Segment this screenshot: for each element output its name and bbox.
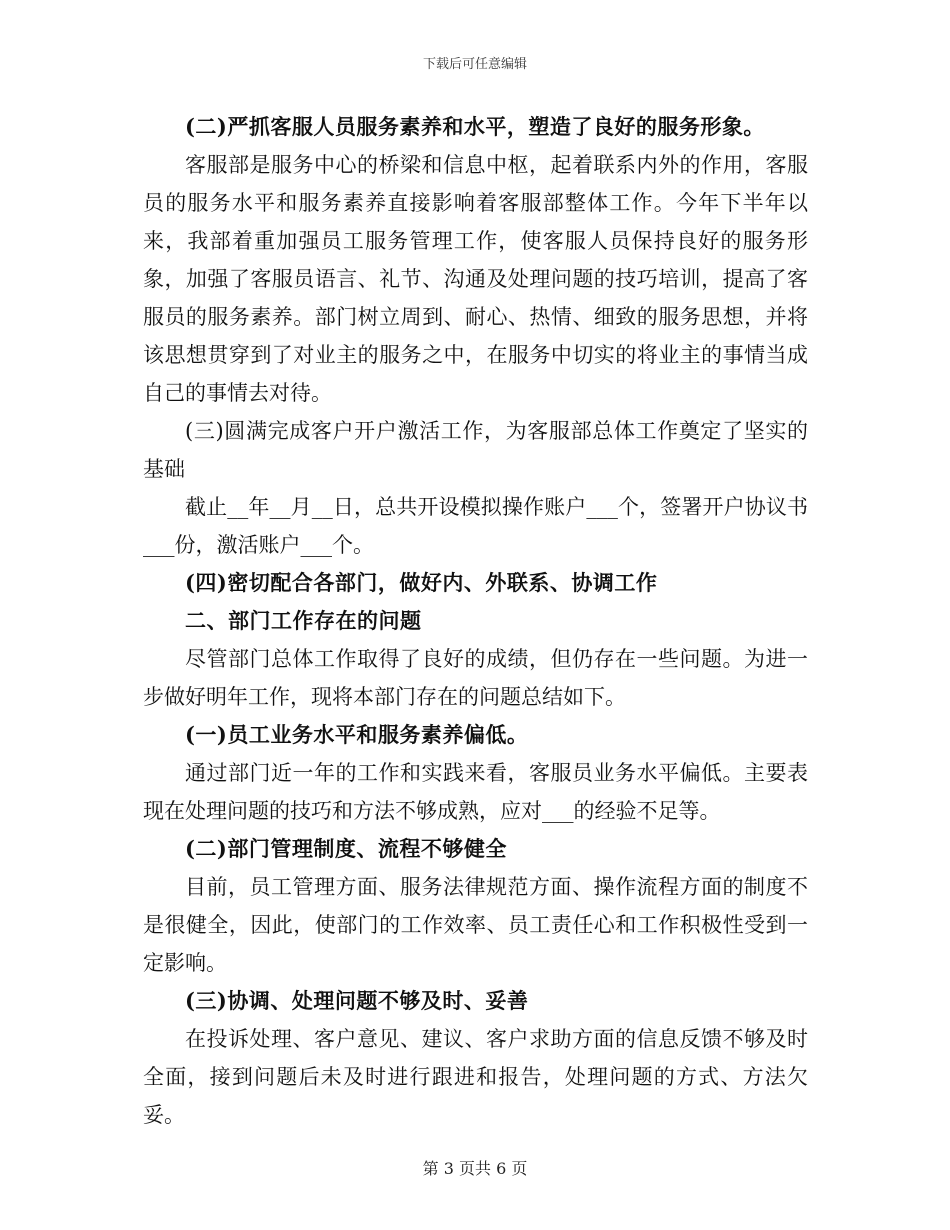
page-footer: 第 3 页共 6 页 [422, 1159, 528, 1178]
section-heading: (四)密切配合各部门，做好内、外联系、协调工作 [185, 570, 658, 595]
body-paragraph: 客服部是服务中心的桥梁和信息中枢，起着联系内外的作用，客服员的服务水平和服务素养直接影响着客服部整体工作。今年下半年以来，我部着重加强员工服务管理工作，使客服人员保持良好的服务形象，加强了客服员语言、礼节、沟通及处理问题的技巧培训，提高了客服员的服务素养。部门树立周到、耐心、热情、细致的服务思想，并将该思想贯穿到了对业主的服务之中，在服务中切实的将业主的事情当成自己的事情去对待。 [143, 153, 808, 405]
page-header: 下载后可任意编辑 [422, 57, 527, 72]
body-paragraph: (三)圆满完成客户开户激活工作，为客服部总体工作奠定了坚实的基础 [143, 419, 808, 481]
section-heading: (二)部门管理制度、流程不够健全 [185, 836, 507, 861]
body-paragraph: 尽管部门总体工作取得了良好的成绩，但仍存在一些问题。为进一步做好明年工作，现将本部门存在的问题总结如下。 [143, 647, 808, 709]
section-heading: 二、部门工作存在的问题 [185, 608, 422, 633]
body-paragraph: 通过部门近一年的工作和实践来看，客服员业务水平偏低。主要表现在处理问题的技巧和方法不够成熟，应对___的经验不足等。 [143, 761, 808, 823]
document-body [143, 108, 808, 1134]
section-heading: (三)协调、处理问题不够及时、妥善 [185, 988, 529, 1013]
body-paragraph: 目前，员工管理方面、服务法律规范方面、操作流程方面的制度不是很健全，因此，使部门的工作效率、员工责任心和工作积极性受到一定影响。 [143, 875, 808, 975]
body-paragraph: 在投诉处理、客户意见、建议、客户求助方面的信息反馈不够及时全面，接到问题后未及时进行跟进和报告，处理问题的方式、方法欠妥。 [143, 1027, 808, 1127]
section-heading: (一)员工业务水平和服务素养偏低。 [185, 722, 529, 747]
body-paragraph: 截止__年__月__日，总共开设模拟操作账户___个，签署开户协议书___份，激活账户___个。 [143, 495, 808, 557]
section-heading: (二)严抓客服人员服务素养和水平，塑造了良好的服务形象。 [185, 114, 765, 139]
